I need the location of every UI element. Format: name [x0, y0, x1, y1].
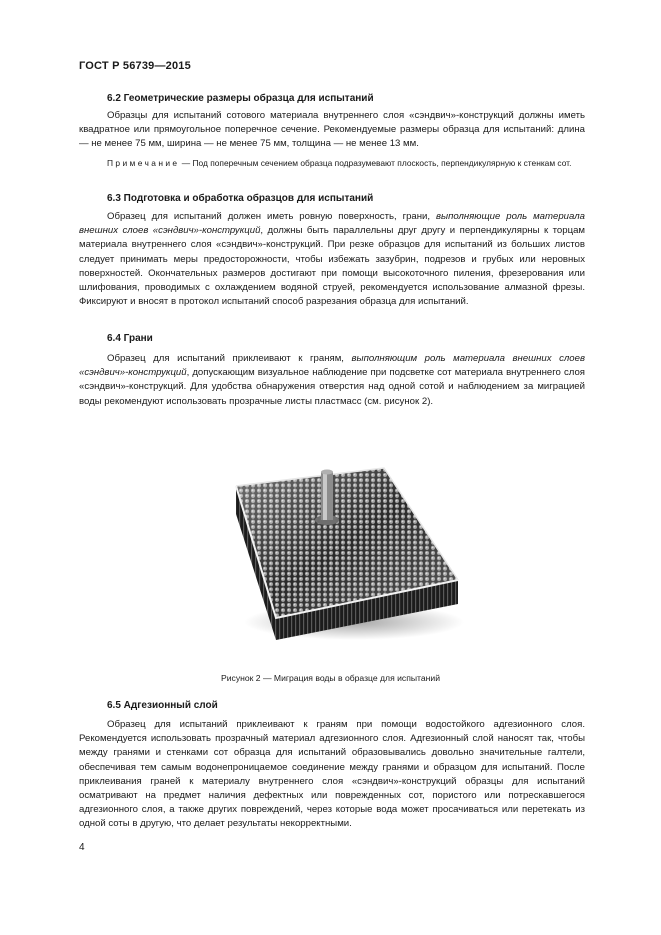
section-6-4-text-b: , допускающим визуальное наблюдение при подсветке сот материала внутреннего слоя «сэндвич»-конструкций. Для удобства обнаружения отверстия над одной сотой и наблюдением за миграцией воды рекомендуют использовать прозрачные листы пластмасс (см. рисунок 2). [79, 367, 585, 407]
section-6-3-text-a: Образец для испытаний должен иметь ровную поверхность, грани, [107, 211, 436, 222]
section-6-3-text-b: , должны быть параллельны друг другу и перпендикулярны к торцам материала внутреннего слоя «сэндвич»-конструкций. При резке образцов для испытаний из больших листов следует принимать меры предосторожности, чтобы избежать зазубрин, подрезов и грубых или неровных поверхностей. Окончательных размеров достигают при помощи высокоточного пиления, фрезерования или шлифования, проводимых с охлаждением водяной струей, рекомендуется использование алмазной фрезы. Фиксируют и вносят в протокол испытаний способ разрезания образца для испытаний. [79, 225, 585, 308]
section-6-5-paragraph: Образец для испытаний приклеивают к граням при помощи водостойкого адгезионного слоя. Рекомендуется использовать прозрачный материал адгезионного слоя. Адгезионный слой наносят так, чтобы между гранями и стенками сот образца для испытаний образовывались довольно значительные галтели, обеспечивая тем самым водонепроницаемое соединение между гранями и образцом для испытаний. После приклеивания граней к материалу внутреннего слоя «сэндвич»-конструкций образцы для испытаний осматривают на предмет наличия дефектных или поврежденных сот, пористого или потрескавшегося адгезионного слоя, а также других повреждений, через которые вода может просачиваться или перетекать из одной соты в другую, что делает результаты некорректными. [79, 719, 585, 830]
section-6-3-title: 6.3 Подготовка и обработка образцов для испытаний [107, 193, 374, 204]
section-6-2-title: 6.2 Геометрические размеры образца для испытаний [107, 93, 374, 104]
standard-header: ГОСТ Р 56739—2015 [79, 60, 191, 72]
section-6-4-paragraph [79, 352, 585, 409]
section-6-3-italic: выполняющие роль материала внешних слоев «сэндвич»-конструкций [79, 211, 585, 237]
section-6-4-italic: выполняющим роль материала внешних слоев «сэндвич»-конструкций [79, 353, 585, 379]
section-6-2-paragraph: Образцы для испытаний сотового материала внутреннего слоя «сэндвич»-конструкций должны иметь квадратное или прямоугольное поперечное сечение. Рекомендуемые размеры образца для испытаний: длина — не менее 75 мм, ширина — не менее 75 мм, толщина — не менее 13 мм. [79, 110, 585, 150]
section-6-5-title: 6.5 Адгезионный слой [107, 700, 218, 711]
figure-2-caption: Рисунок 2 — Миграция воды в образце для испытаний [220, 673, 440, 683]
figure-2-honeycomb-sample-photo [226, 462, 468, 644]
note-text: — Под поперечным сечением образца подразумевают плоскость, перпендикулярную к стенкам сот. [179, 158, 572, 168]
section-6-2-note [79, 157, 585, 170]
section-6-3-paragraph [79, 210, 585, 309]
section-6-4-text-a: Образец для испытаний приклеивают к граням, [107, 353, 352, 364]
page-number: 4 [79, 842, 85, 853]
section-6-4-title: 6.4 Грани [107, 333, 153, 344]
note-label: Примечание [107, 158, 180, 168]
